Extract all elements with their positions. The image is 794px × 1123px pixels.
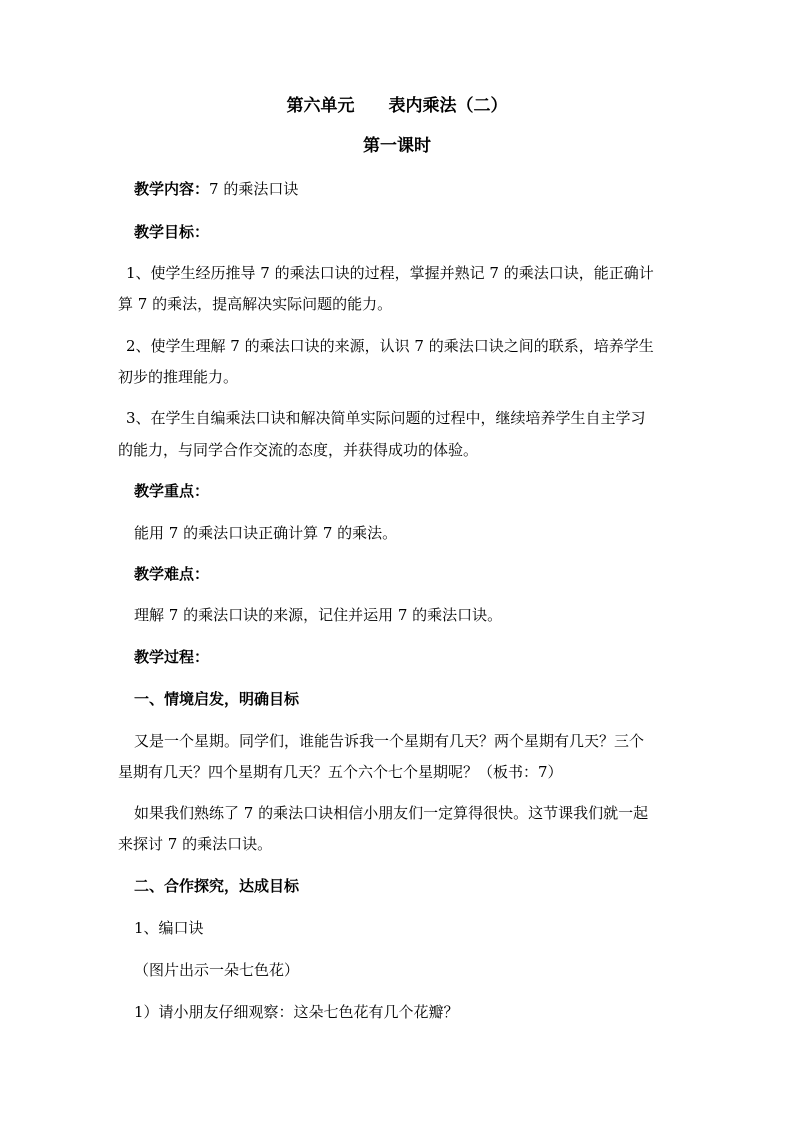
section-1-heading: 一、情境启发，明确目标 xyxy=(134,690,300,708)
section-2-sub-1: 1、编口诀 xyxy=(134,919,204,937)
lesson-title: 第一课时 xyxy=(363,136,431,156)
section-2-question-1: 1）请小朋友仔细观察：这朵七色花有几个花瓣？ xyxy=(134,1003,459,1021)
process-heading: 教学过程： xyxy=(134,648,210,666)
key-point-text: 能用 7 的乘法口诀正确计算 7 的乘法。 xyxy=(134,524,398,542)
objective-1-line-1: 1、使学生经历推导 7 的乘法口诀的过程，掌握并熟记 7 的乘法口诀，能正确计 xyxy=(126,264,654,282)
objective-2-line-2: 初步的推理能力。 xyxy=(118,368,239,386)
objective-3-line-1: 3、在学生自编乘法口诀和解决简单实际问题的过程中，继续培养学生自主学习 xyxy=(126,409,646,427)
key-point-heading: 教学重点： xyxy=(134,482,210,500)
content-text: 7 的乘法口诀 xyxy=(209,180,299,198)
objective-3-line-2: 的能力，与同学合作交流的态度，并获得成功的体验。 xyxy=(118,441,479,459)
section-1-para-2-line-2: 来探讨 7 的乘法口诀。 xyxy=(118,835,273,853)
content-label: 教学内容： xyxy=(134,180,210,198)
objective-1-line-2: 算 7 的乘法，提高解决实际问题的能力。 xyxy=(118,295,393,313)
section-1-para-1-line-2: 星期有几天？四个星期有几天？五个六个七个星期呢？（板书：7） xyxy=(118,763,563,781)
difficulty-text: 理解 7 的乘法口诀的来源，记住并运用 7 的乘法口诀。 xyxy=(134,606,503,624)
difficulty-heading: 教学难点： xyxy=(134,565,210,583)
section-1-para-1-line-1: 又是一个星期。同学们，谁能告诉我一个星期有几天？两个星期有几天？三个 xyxy=(134,732,645,750)
objective-2-line-1: 2、使学生理解 7 的乘法口诀的来源，认识 7 的乘法口诀之间的联系，培养学生 xyxy=(126,337,654,355)
content-row xyxy=(134,179,298,199)
section-2-heading: 二、合作探究，达成目标 xyxy=(134,877,300,895)
section-1-para-2-line-1: 如果我们熟练了 7 的乘法口诀相信小朋友们一定算得很快。这节课我们就一起 xyxy=(134,804,649,822)
unit-title: 第六单元 表内乘法（二） xyxy=(286,96,508,116)
section-2-note: （图片出示一朵七色花） xyxy=(134,961,300,979)
objectives-heading: 教学目标： xyxy=(134,223,210,241)
